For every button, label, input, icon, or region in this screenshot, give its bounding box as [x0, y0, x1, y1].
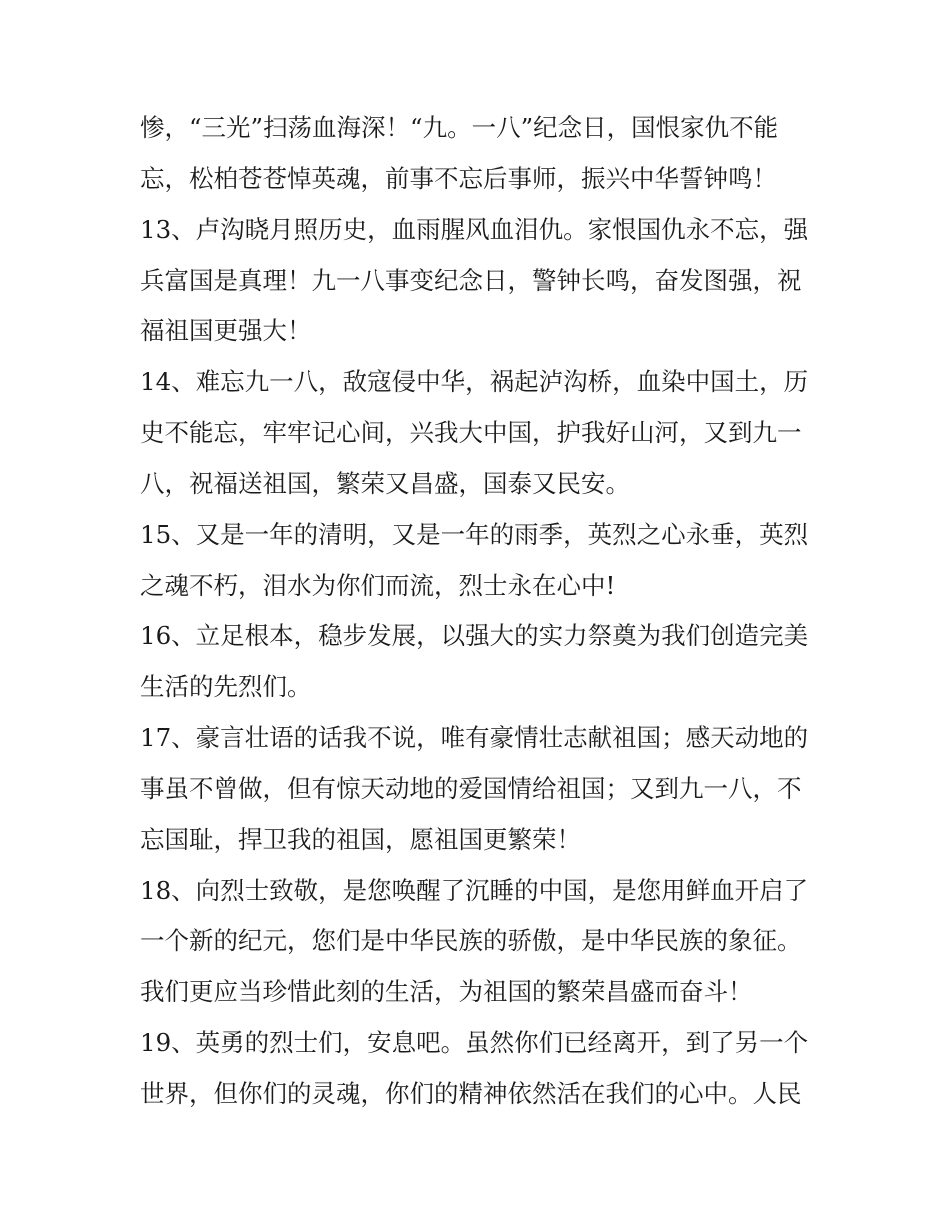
- text-line: 16、立足根本，稳步发展，以强大的实力祭奠为我们创造完美: [140, 621, 809, 650]
- text-line: 15、又是一年的清明，又是一年的雨季，英烈之心永垂，英烈: [140, 520, 809, 549]
- text-line: 世界，但你们的灵魂，你们的精神依然活在我们的心中。人民: [140, 1079, 802, 1108]
- text-line: 惨，“三光”扫荡血海深！“九。一八”纪念日，国恨家仇不能: [140, 113, 779, 142]
- text-line: 14、难忘九一八，敌寇侵中华，祸起泸沟桥，血染中国土，历: [140, 367, 809, 396]
- text-line: 19、英勇的烈士们，安息吧。虽然你们已经离开，到了另一个: [140, 1028, 809, 1057]
- text-line: 福祖国更强大！: [140, 316, 312, 345]
- text-line: 13、卢沟晓月照历史，血雨腥风血泪仇。家恨国仇永不忘，强: [140, 215, 809, 244]
- text-line: 18、向烈士致敬，是您唤醒了沉睡的中国，是您用鲜血开启了: [140, 876, 809, 905]
- text-line: 17、豪言壮语的话我不说，唯有豪情壮志献祖国；感天动地的: [140, 723, 809, 752]
- text-line: 忘国耻，捍卫我的祖国，愿祖国更繁荣！: [140, 825, 581, 854]
- text-line: 史不能忘，牢牢记心间，兴我大中国，护我好山河，又到九一: [140, 418, 802, 447]
- text-line: 兵富国是真理！九一八事变纪念日，警钟长鸣，奋发图强，祝: [140, 266, 802, 295]
- text-line: 忘，松柏苍苍悼英魂，前事不忘后事师，振兴中华誓钟鸣！: [140, 164, 777, 193]
- text-line: 一个新的纪元，您们是中华民族的骄傲，是中华民族的象征。: [140, 926, 802, 955]
- text-line: 事虽不曾做，但有惊天动地的爱国情给祖国；又到九一八，不: [140, 774, 802, 803]
- text-line: 八，祝福送祖国，繁荣又昌盛，国泰又民安。: [140, 469, 630, 498]
- text-line: 生活的先烈们。: [140, 672, 312, 701]
- text-line: 我们更应当珍惜此刻的生活，为祖国的繁荣昌盛而奋斗！: [140, 977, 753, 1006]
- text-line: 之魂不朽，泪水为你们而流，烈士永在心中!: [140, 571, 616, 600]
